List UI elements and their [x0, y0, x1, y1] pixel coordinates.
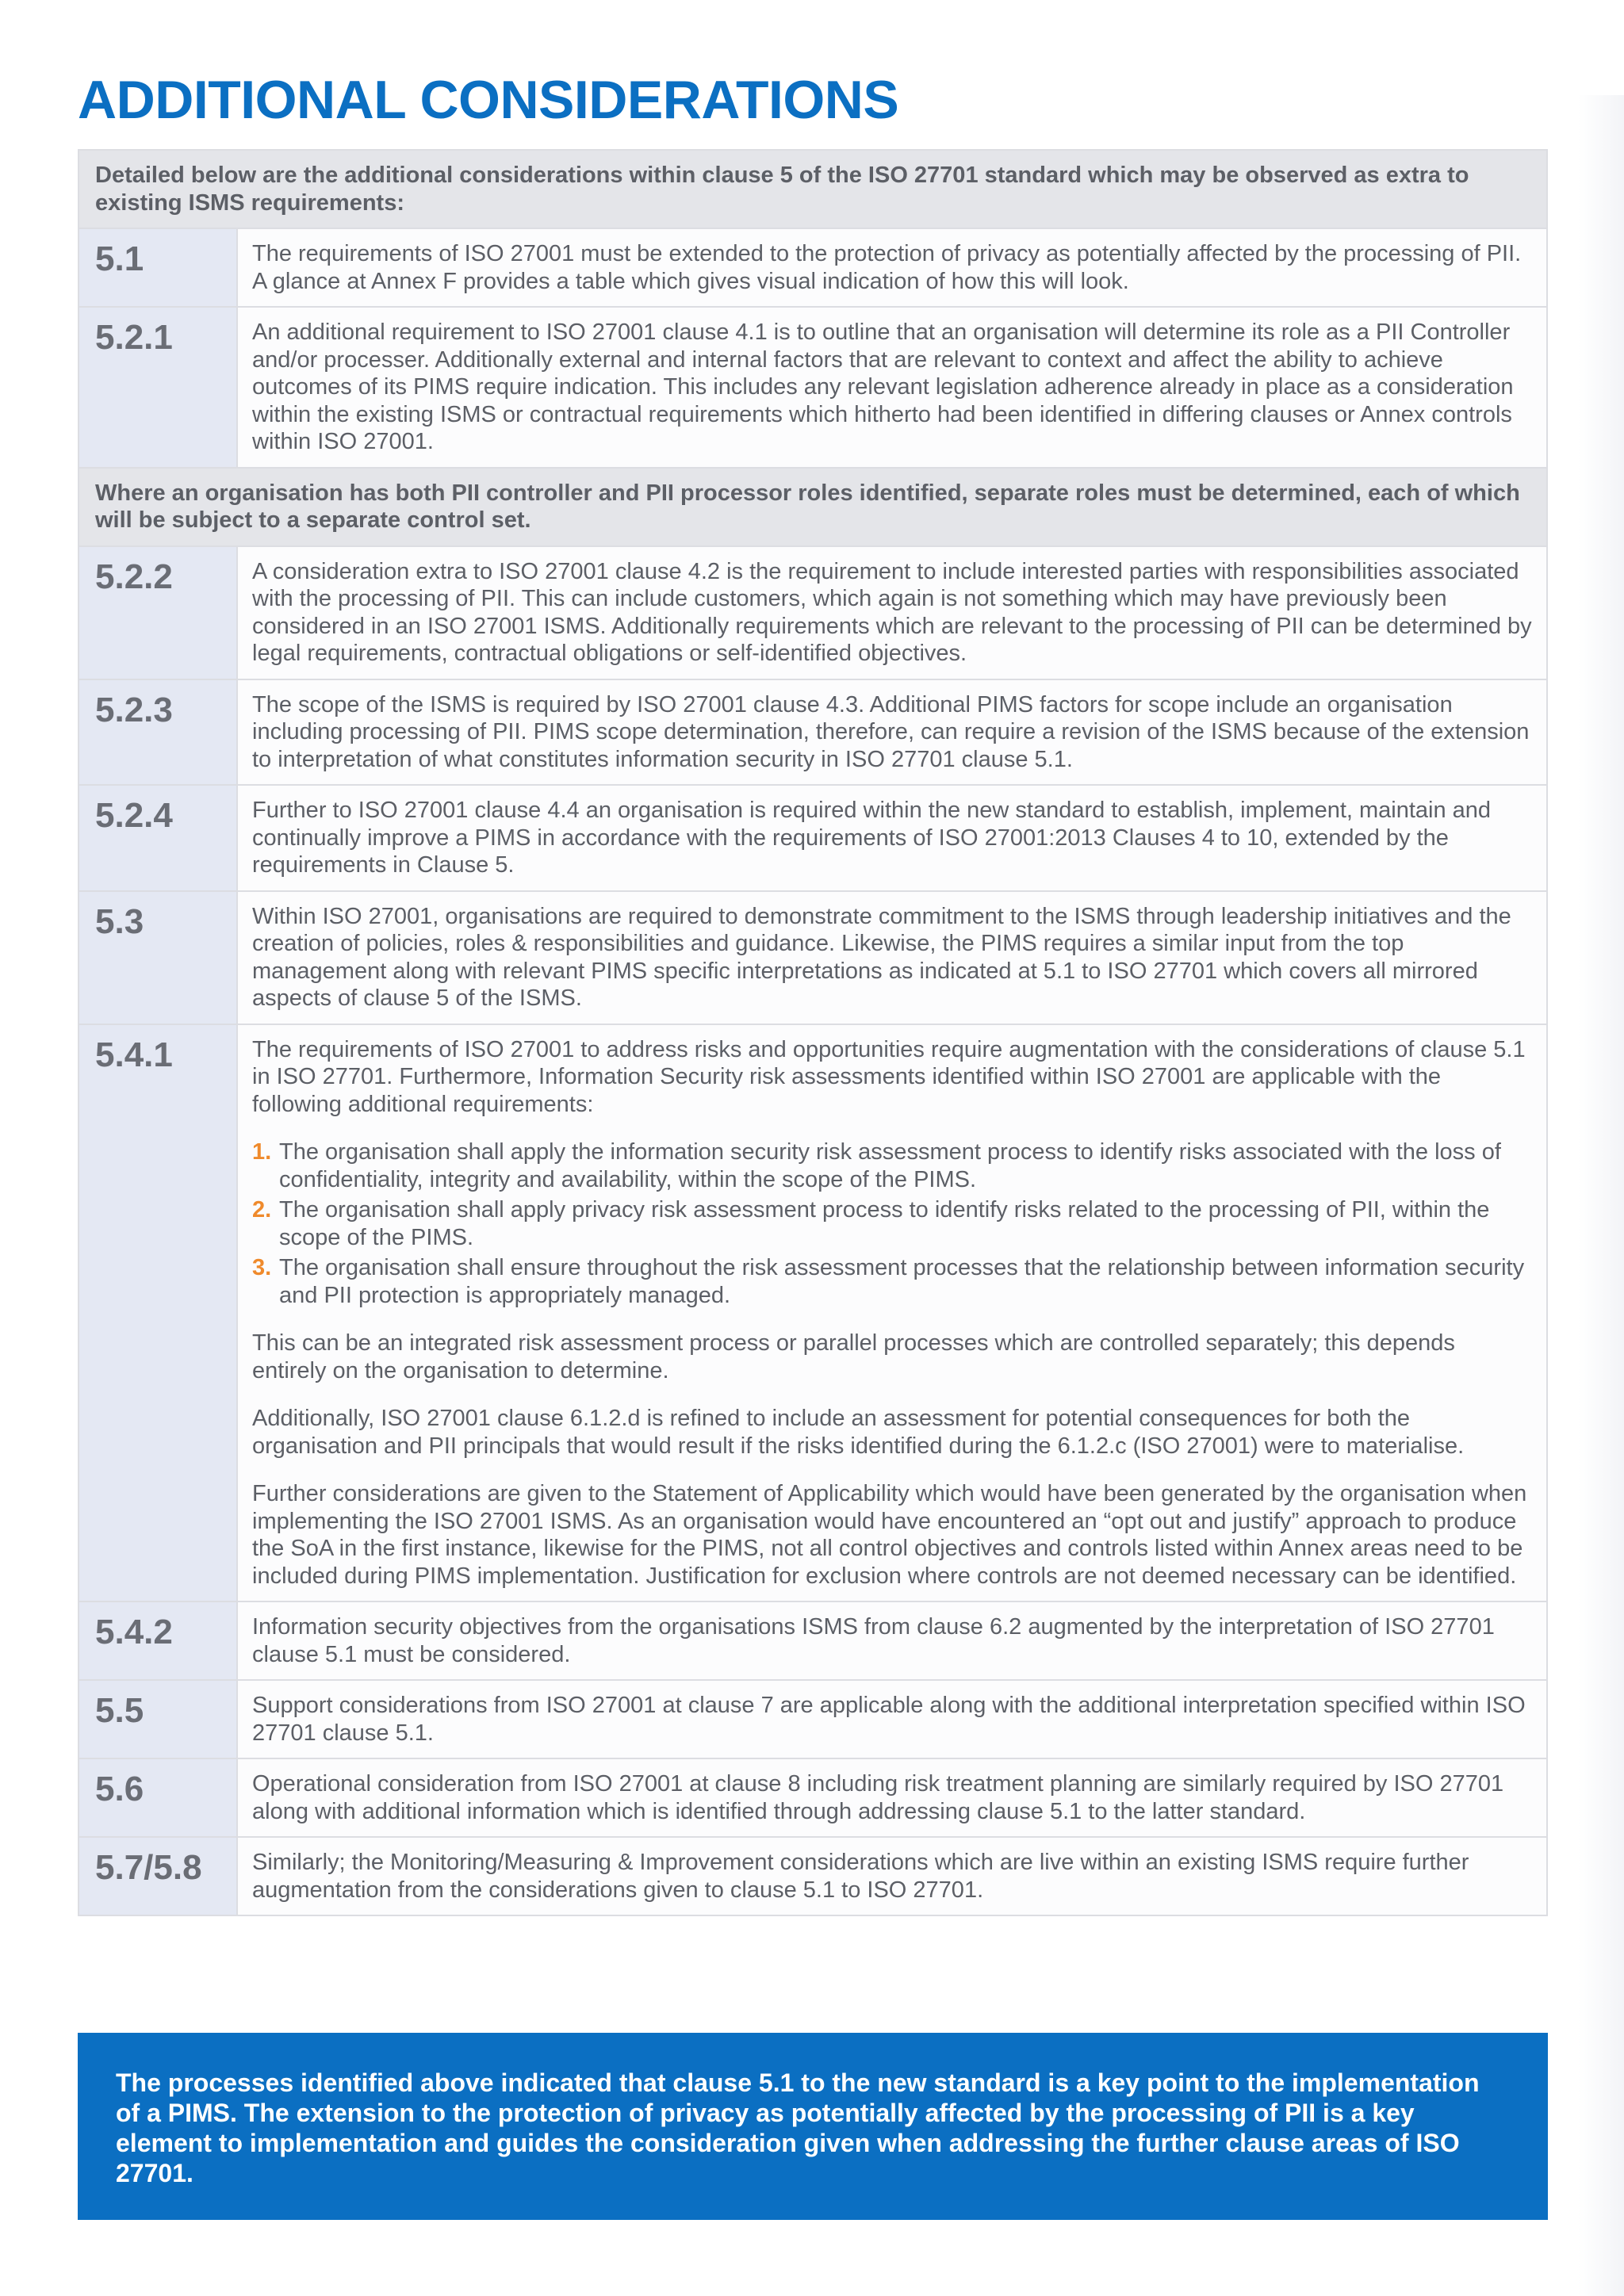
- clause-paragraph: This can be an integrated risk assessment process or parallel processes which are controlled separately; this depends entirely on the organisation to determine.: [252, 1330, 1455, 1383]
- clause-number: 5.4.2: [79, 1601, 237, 1680]
- clause-paragraph: Additionally, ISO 27001 clause 6.1.2.d is refined to include an assessment for potential consequences for both the organisation and PII principals that would result if the risks identified during the 6.1.2.c (ISO 27001) were to materialise.: [252, 1406, 1465, 1459]
- clause-number: 5.4.1: [79, 1024, 237, 1602]
- list-item-text: The organisation shall apply privacy risk assessment process to identify risks related to the processing of PII, within the scope of the PIMS.: [279, 1197, 1490, 1250]
- list-item: [252, 1196, 1532, 1251]
- clause-number: 5.6: [79, 1758, 237, 1837]
- clause-number: 5.5: [79, 1680, 237, 1758]
- table-row: [79, 679, 1547, 786]
- clause-text: Information security objectives from the organisations ISMS from clause 6.2 augmented by the interpretation of ISO 27701 clause 5.1 must be considered.: [237, 1601, 1547, 1680]
- clause-number: 5.3: [79, 891, 237, 1024]
- clause-text: The requirements of ISO 27001 must be extended to the protection of privacy as potentially affected by the processing of PII. A glance at Annex F provides a table which gives visual indication of how this will look.: [237, 228, 1547, 307]
- clause-number: 5.1: [79, 228, 237, 307]
- list-item: [252, 1138, 1532, 1193]
- summary-text: The processes identified above indicated that clause 5.1 to the new standard is a key point to the implementation of a PIMS. The extension to the protection of privacy as potentially affected by the processing of PII is a key element to implementation and guides the consideration given when addressing the further clause areas of ISO 27701.: [116, 2068, 1480, 2187]
- list-number: 1.: [252, 1139, 272, 1165]
- table-row: [79, 228, 1547, 307]
- considerations-table: [78, 149, 1548, 1916]
- table-row: [79, 1024, 1547, 1602]
- clause-number: 5.2.4: [79, 785, 237, 891]
- table-row: [79, 1601, 1547, 1680]
- table-row: [79, 1758, 1547, 1837]
- clause-text: A consideration extra to ISO 27001 clause 4.2 is the requirement to include interested parties with responsibilities associated with the processing of PII. This can include customers, which again is not something which may have previously been considered in an ISO 27001 ISMS. Additionally requirements which are relevant to the processing of PII can be determined by legal requirements, contractual obligations or self-identified objectives.: [237, 546, 1547, 679]
- list-item: [252, 1254, 1532, 1309]
- clause-number: 5.2.1: [79, 307, 237, 468]
- table-row: [79, 1680, 1547, 1758]
- clause-text: [237, 1024, 1547, 1602]
- list-number: 2.: [252, 1197, 272, 1223]
- table-row: [79, 785, 1547, 891]
- clause-number: 5.2.2: [79, 546, 237, 679]
- clause-text: Support considerations from ISO 27001 at clause 7 are applicable along with the additional interpretation specified within ISO 27701 clause 5.1.: [237, 1680, 1547, 1758]
- table-row: [79, 546, 1547, 679]
- clause-number: 5.7/5.8: [79, 1837, 237, 1915]
- intro-text: Detailed below are the additional considerations within clause 5 of the ISO 27701 standard which may be observed as extra to existing ISMS requirements:: [79, 150, 1547, 228]
- page-title: ADDITIONAL CONSIDERATIONS: [78, 70, 899, 130]
- page-edge-shadow: [1578, 95, 1624, 2296]
- list-item-text: The organisation shall apply the information security risk assessment process to identify risks associated with the loss of confidentiality, integrity and availability, within the scope of the PIMS.: [279, 1139, 1501, 1192]
- clause-paragraph: Further considerations are given to the Statement of Applicability which would have been generated by the organisation when implementing the ISO 27001 ISMS. As an organisation would have encountered an “opt out and justify” approach to produce the SoA in the first instance, likewise for the PIMS, not all control objectives and controls listed within Annex areas need to be included during PIMS implementation. Justification for exclusion where controls are not deemed necessary can be identified.: [252, 1481, 1527, 1589]
- clause-text: Within ISO 27001, organisations are required to demonstrate commitment to the ISMS through leadership initiatives and the creation of policies, roles & responsibilities and guidance. Likewise, the PIMS requires a similar input from the top management along with relevant PIMS specific interpretations as indicated at 5.1 to ISO 27701 which covers all mirrored aspects of clause 5 of the ISMS.: [237, 891, 1547, 1024]
- summary-callout: [78, 2033, 1548, 2220]
- clause-text: Further to ISO 27001 clause 4.4 an organisation is required within the new standard to establish, implement, maintain and continually improve a PIMS in accordance with the requirements of ISO 27001:2013 Clauses 4 to 10, extended by the requirements in Clause 5.: [237, 785, 1547, 891]
- clause-text: An additional requirement to ISO 27001 clause 4.1 is to outline that an organisation will determine its role as a PII Controller and/or processer. Additionally external and internal factors that are relevant to context and affect the ability to achieve outcomes of its PIMS require indication. This includes any relevant legislation adherence already in place as a consideration within the existing ISMS or contractual requirements which hitherto had been identified in differing clauses or Annex controls within ISO 27001.: [237, 307, 1547, 468]
- list-number: 3.: [252, 1255, 272, 1280]
- requirements-list: [252, 1138, 1532, 1309]
- clause-text: Operational consideration from ISO 27001 at clause 8 including risk treatment planning are similarly required by ISO 27701 along with additional information which is identified through addressing clause 5.1 to the latter standard.: [237, 1758, 1547, 1837]
- table-header-row: [79, 468, 1547, 546]
- table-row: [79, 1837, 1547, 1915]
- clause-number: 5.2.3: [79, 679, 237, 786]
- clause-text: Similarly; the Monitoring/Measuring & Improvement considerations which are live within an existing ISMS require further augmentation from the considerations given to clause 5.1 to ISO 27701.: [237, 1837, 1547, 1915]
- clause-text: The scope of the ISMS is required by ISO 27001 clause 4.3. Additional PIMS factors for scope include an organisation including processing of PII. PIMS scope determination, therefore, can require a revision of the ISMS because of the extension to interpretation of what constitutes information security in ISO 27701 clause 5.1.: [237, 679, 1547, 786]
- table-header-row: [79, 150, 1547, 228]
- table-row: [79, 307, 1547, 468]
- table-row: [79, 891, 1547, 1024]
- roles-note: Where an organisation has both PII controller and PII processor roles identified, separate roles must be determined, each of which will be subject to a separate control set.: [79, 468, 1547, 546]
- list-item-text: The organisation shall ensure throughout the risk assessment processes that the relationship between information security and PII protection is appropriately managed.: [279, 1255, 1525, 1308]
- clause-intro: The requirements of ISO 27001 to address risks and opportunities require augmentation with the considerations of clause 5.1 in ISO 27701. Furthermore, Information Security risk assessments identified within ISO 27001 are applicable with the following additional requirements:: [252, 1036, 1526, 1117]
